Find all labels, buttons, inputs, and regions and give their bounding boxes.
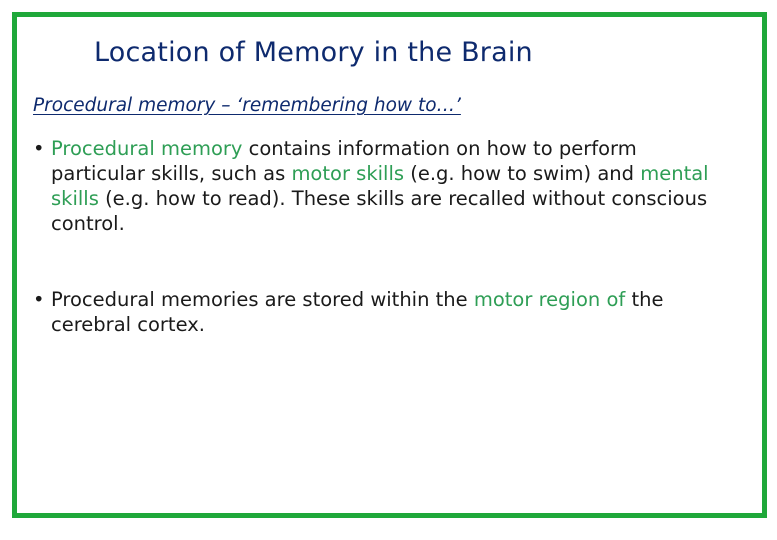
bullet-dot: •: [33, 288, 45, 311]
highlight-term: Procedural memory: [51, 137, 243, 160]
slide-title: Location of Memory in the Brain: [94, 37, 533, 68]
highlight-term: mental skills: [51, 162, 709, 210]
bullet-item: [33, 287, 723, 337]
bullet-text-segment: (e.g. how to read). These skills are recalled without conscious control.: [51, 187, 708, 235]
bullet-text-segment: contains information on how to perform particular skills, such as: [51, 137, 637, 185]
bullet-text: [33, 287, 723, 337]
bullet-text-segment: (e.g. how to swim) and: [404, 162, 641, 185]
bullet-dot: •: [33, 137, 45, 160]
highlight-term: motor skills: [291, 162, 405, 185]
highlight-term: motor region of: [473, 288, 626, 311]
bullet-item: [33, 136, 723, 236]
bullet-text-segment: the cerebral cortex.: [51, 288, 664, 336]
bullet-text-segment: Procedural memories are stored within the: [51, 288, 474, 311]
slide-frame: [12, 12, 767, 518]
bullet-text: [33, 136, 723, 236]
section-subtitle: Procedural memory – ‘remembering how to…’: [33, 95, 461, 116]
